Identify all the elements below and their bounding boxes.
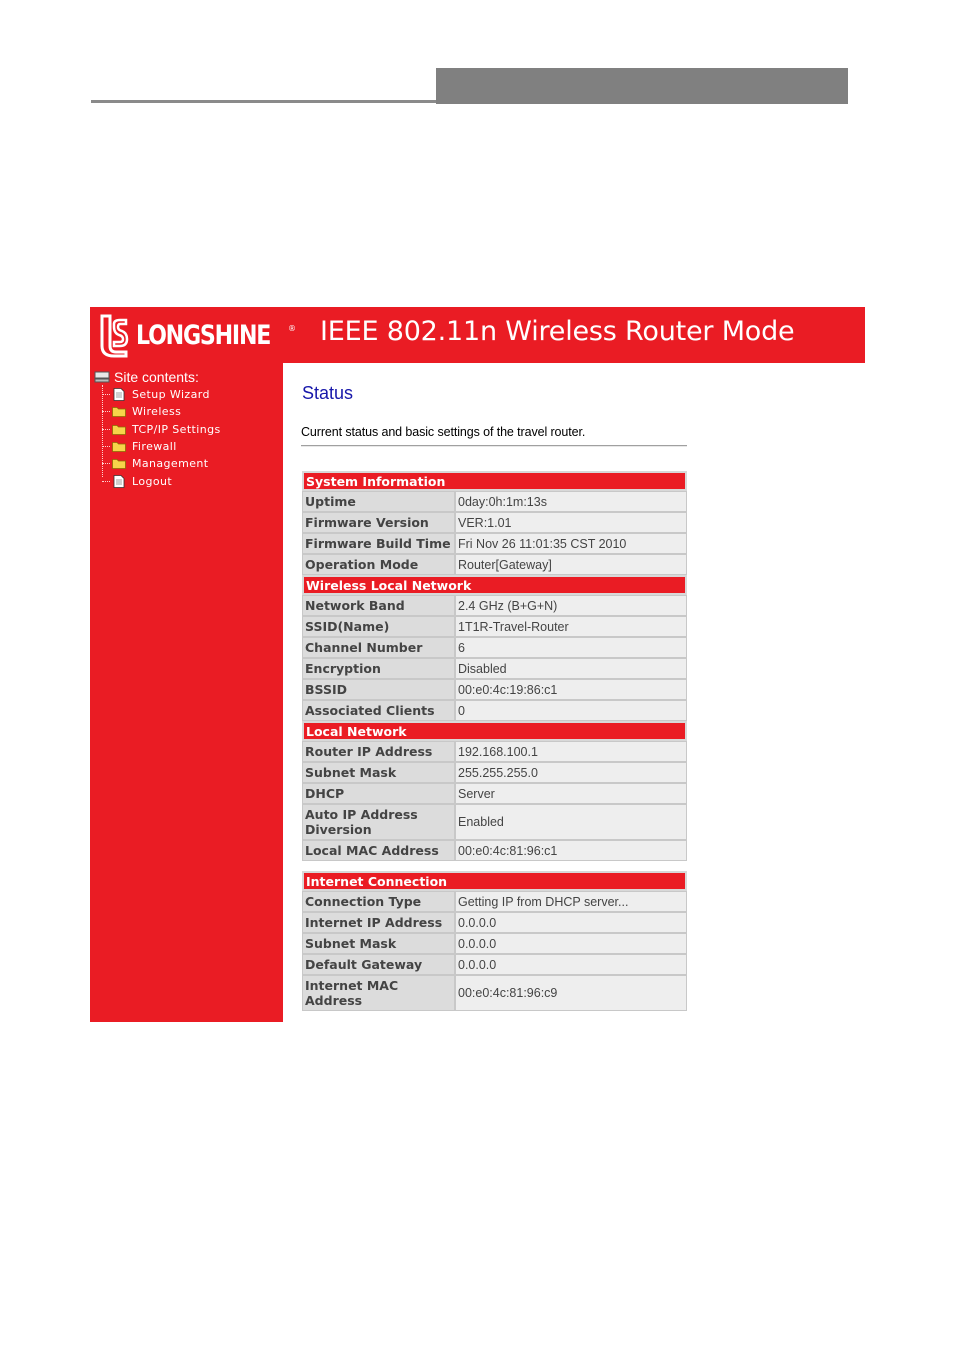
row-label: Auto IP Address Diversion xyxy=(302,804,455,840)
row-label: DHCP xyxy=(302,783,455,804)
folder-icon xyxy=(112,405,126,418)
nav-label: Management xyxy=(132,456,209,470)
table-row xyxy=(302,783,687,804)
row-value: 0.0.0.0 xyxy=(455,933,687,954)
row-value: Router[Gateway] xyxy=(455,554,687,575)
nav-label: Firewall xyxy=(132,439,177,453)
row-label: Network Band xyxy=(302,595,455,616)
table-row xyxy=(302,679,687,700)
row-value: 00:e0:4c:81:96:c1 xyxy=(455,840,687,861)
page-icon xyxy=(112,475,126,488)
row-label: Firmware Build Time xyxy=(302,533,455,554)
row-label: Router IP Address xyxy=(302,741,455,762)
nav-label: TCP/IP Settings xyxy=(132,422,221,436)
nav-label: Setup Wizard xyxy=(132,387,210,401)
folder-icon xyxy=(112,457,126,470)
router-web-ui xyxy=(90,307,865,1022)
row-value: Getting IP from DHCP server... xyxy=(455,891,687,912)
table-row xyxy=(302,491,687,512)
table-row xyxy=(302,700,687,721)
row-value: Fri Nov 26 11:01:35 CST 2010 xyxy=(455,533,687,554)
section-header-system: System Information xyxy=(302,471,687,491)
main-content xyxy=(283,363,865,1022)
row-value: Enabled xyxy=(455,804,687,840)
nav-management[interactable] xyxy=(102,455,208,471)
longshine-emblem-icon xyxy=(96,312,132,358)
row-label: Local MAC Address xyxy=(302,840,455,861)
row-label: Internet IP Address xyxy=(302,912,455,933)
divider xyxy=(301,445,687,447)
document-header-rule xyxy=(91,100,437,103)
section-header-internet: Internet Connection xyxy=(302,871,687,891)
table-row xyxy=(302,840,687,861)
row-value: 2.4 GHz (B+G+N) xyxy=(455,595,687,616)
row-value: 0day:0h:1m:13s xyxy=(455,491,687,512)
row-label: Channel Number xyxy=(302,637,455,658)
row-value: 00:e0:4c:81:96:c9 xyxy=(455,975,687,1011)
site-contents-header[interactable] xyxy=(94,369,199,385)
page-icon xyxy=(112,388,126,401)
row-value: Disabled xyxy=(455,658,687,679)
table-row xyxy=(302,762,687,783)
row-label: Internet MAC Address xyxy=(302,975,455,1011)
table-row xyxy=(302,616,687,637)
table-row xyxy=(302,533,687,554)
internet-table xyxy=(302,871,687,1011)
table-row xyxy=(302,912,687,933)
row-label: Firmware Version xyxy=(302,512,455,533)
header-banner xyxy=(90,307,865,363)
row-label: Associated Clients xyxy=(302,700,455,721)
nav-tcpip-settings[interactable] xyxy=(102,421,221,437)
row-value: 6 xyxy=(455,637,687,658)
computer-icon xyxy=(94,371,110,383)
table-row xyxy=(302,975,687,1011)
row-value: 00:e0:4c:19:86:c1 xyxy=(455,679,687,700)
row-value: VER:1.01 xyxy=(455,512,687,533)
row-value: 1T1R-Travel-Router xyxy=(455,616,687,637)
row-label: Operation Mode xyxy=(302,554,455,575)
row-label: Subnet Mask xyxy=(302,762,455,783)
table-row xyxy=(302,891,687,912)
site-contents-label: Site contents: xyxy=(114,369,199,385)
brand-name: LONGSHINE xyxy=(136,320,271,351)
table-row xyxy=(302,804,687,840)
row-label: Subnet Mask xyxy=(302,933,455,954)
registered-mark: ® xyxy=(288,324,296,333)
folder-icon xyxy=(112,423,126,436)
table-row xyxy=(302,512,687,533)
nav-setup-wizard[interactable] xyxy=(102,386,210,402)
sidebar xyxy=(90,363,283,1022)
row-value: 192.168.100.1 xyxy=(455,741,687,762)
row-value: Server xyxy=(455,783,687,804)
row-value: 0.0.0.0 xyxy=(455,912,687,933)
nav-label: Wireless xyxy=(132,404,182,418)
table-row xyxy=(302,595,687,616)
nav-label: Logout xyxy=(132,474,173,488)
table-row xyxy=(302,637,687,658)
table-row xyxy=(302,554,687,575)
row-label: Default Gateway xyxy=(302,954,455,975)
table-row xyxy=(302,658,687,679)
document-header-bar xyxy=(436,68,848,104)
row-value: 255.255.255.0 xyxy=(455,762,687,783)
nav-logout[interactable] xyxy=(102,473,172,489)
banner-title: IEEE 802.11n Wireless Router Mode xyxy=(320,316,795,347)
folder-icon xyxy=(112,440,126,453)
row-label: SSID(Name) xyxy=(302,616,455,637)
nav-firewall[interactable] xyxy=(102,438,177,454)
row-label: Uptime xyxy=(302,491,455,512)
table-row xyxy=(302,741,687,762)
row-value: 0 xyxy=(455,700,687,721)
row-label: Connection Type xyxy=(302,891,455,912)
brand-logo xyxy=(96,312,296,360)
section-header-lan: Local Network xyxy=(302,721,687,741)
section-header-wireless: Wireless Local Network xyxy=(302,575,687,595)
table-row xyxy=(302,933,687,954)
row-label: Encryption xyxy=(302,658,455,679)
table-row xyxy=(302,954,687,975)
row-value: 0.0.0.0 xyxy=(455,954,687,975)
row-label: BSSID xyxy=(302,679,455,700)
page-description: Current status and basic settings of the travel router. xyxy=(301,425,586,439)
nav-wireless[interactable] xyxy=(102,403,181,419)
page-title: Status xyxy=(302,383,354,403)
status-table xyxy=(302,471,687,861)
